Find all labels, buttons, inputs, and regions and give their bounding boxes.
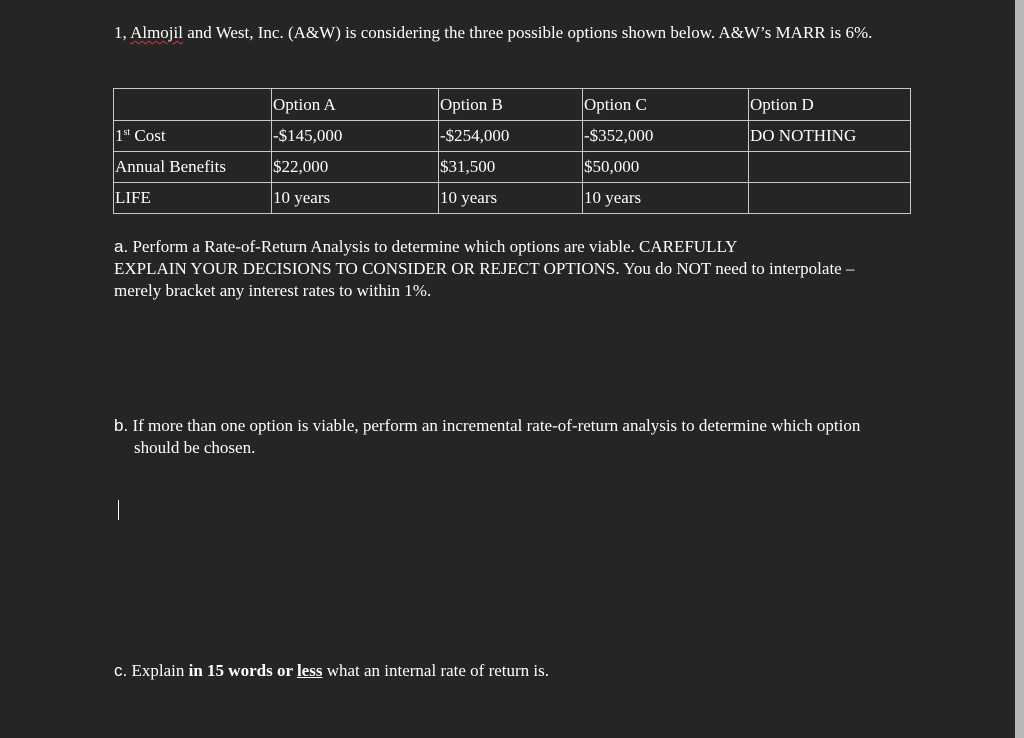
spellcheck-flagged-word: Almojil	[130, 23, 183, 42]
header-option-a: Option A	[272, 89, 439, 121]
header-option-d: Option D	[749, 89, 911, 121]
cell-option-a: $22,000	[272, 152, 439, 183]
question-a-label: a.	[114, 237, 129, 256]
cell-option-b: -$254,000	[439, 121, 583, 152]
question-b	[114, 415, 904, 459]
page-edge	[1015, 0, 1024, 738]
problem-number: 1,	[114, 23, 127, 42]
cell-option-b: 10 years	[439, 183, 583, 214]
question-c: c. Explain in 15 words or less what an internal rate of return is.	[114, 661, 550, 680]
question-a-line-2: EXPLAIN YOUR DECISIONS TO CONSIDER OR REJECT OPTIONS. You do NOT need to interpolate –	[114, 259, 855, 278]
row-label: 1st Cost	[114, 121, 272, 152]
question-c-underlined: less	[296, 661, 323, 680]
row-label: Annual Benefits	[114, 152, 272, 183]
question-b-line-1: b. If more than one option is viable, perform an incremental rate-of-return analysis to determine which option	[114, 416, 861, 435]
header-option-b: Option B	[439, 89, 583, 121]
text-cursor[interactable]	[118, 500, 119, 520]
question-a	[114, 236, 904, 302]
question-a-line-3: merely bracket any interest rates to within 1%.	[114, 281, 432, 300]
cell-option-d: DO NOTHING	[749, 121, 911, 152]
cell-option-b: $31,500	[439, 152, 583, 183]
row-label: LIFE	[114, 183, 272, 214]
table-row-annual-benefits	[114, 152, 911, 183]
table-row-life	[114, 183, 911, 214]
intro-text: and West, Inc. (A&W) is considering the three possible options shown below. A&W’s MARR is 6%.	[182, 23, 873, 42]
cell-option-a: 10 years	[272, 183, 439, 214]
question-c-emphasis: in 15 words or	[188, 661, 297, 680]
question-c-label: c.	[114, 661, 128, 680]
options-table	[113, 88, 911, 214]
header-cell-empty	[114, 89, 272, 121]
cell-option-c: -$352,000	[583, 121, 749, 152]
table-header-row	[114, 89, 911, 121]
question-b-label: b.	[114, 416, 129, 435]
table-row-first-cost	[114, 121, 911, 152]
cell-option-d	[749, 152, 911, 183]
cell-option-c: $50,000	[583, 152, 749, 183]
header-option-c: Option C	[583, 89, 749, 121]
cell-option-d	[749, 183, 911, 214]
question-a-line-1: a. Perform a Rate-of-Return Analysis to determine which options are viable. CAREFULLY	[114, 237, 738, 256]
cell-option-c: 10 years	[583, 183, 749, 214]
problem-intro	[114, 22, 894, 44]
question-b-line-2: should be chosen.	[134, 438, 256, 457]
cell-option-a: -$145,000	[272, 121, 439, 152]
